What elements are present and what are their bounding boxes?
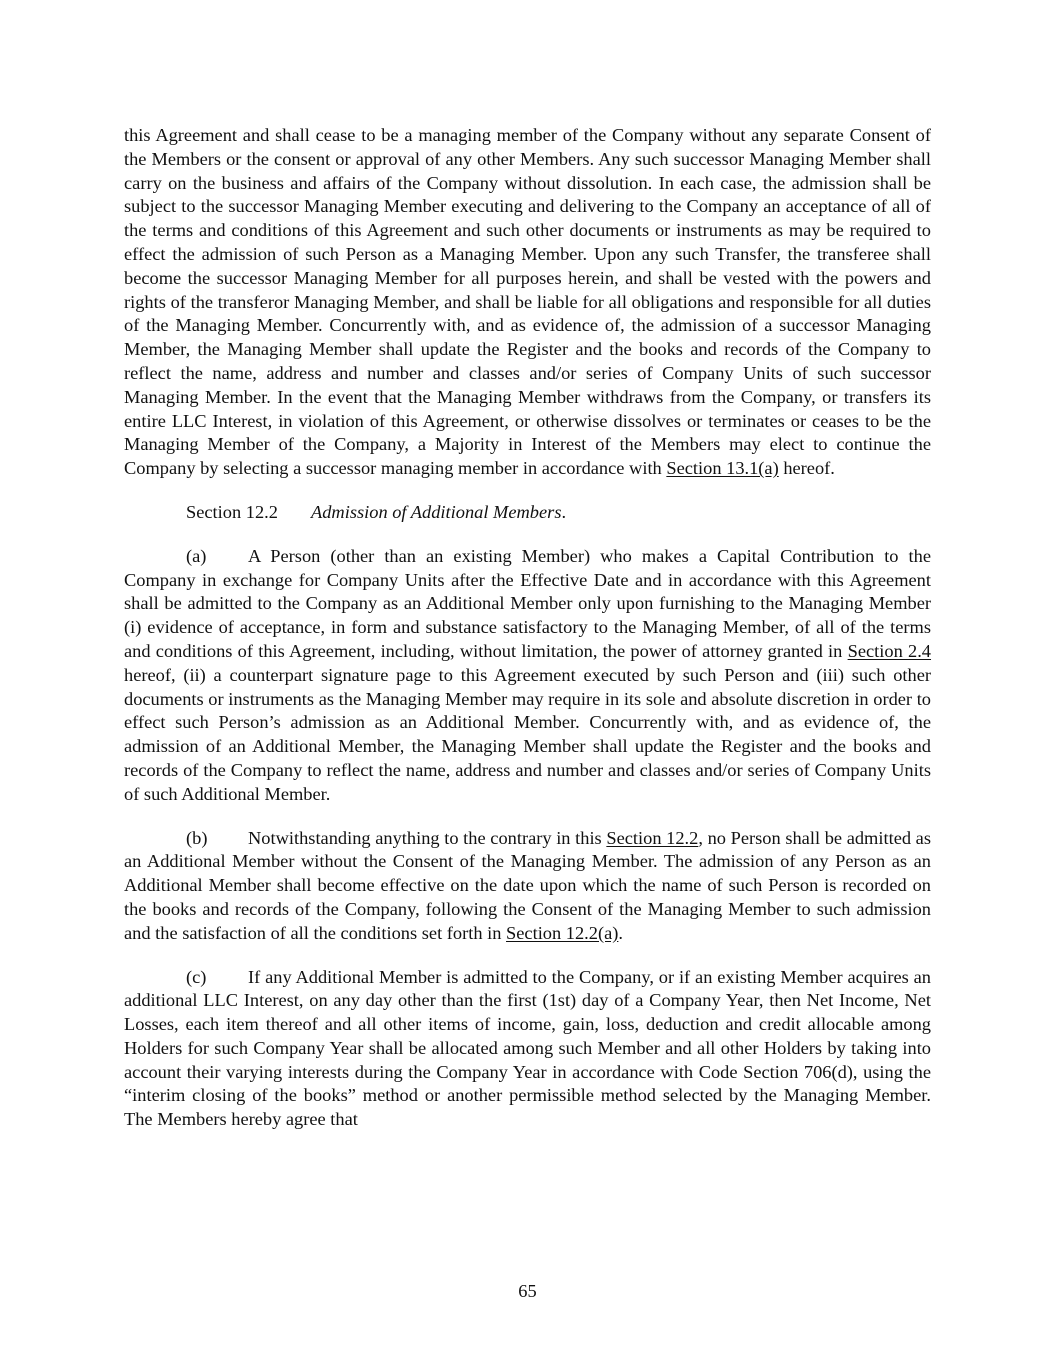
- paragraph-text: hereof, (ii) a counterpart signature page to this Agreement executed by such Person and (iii) such other documents or instruments as the Managing Member may require in its sole and absolute discretion in order to effect such Person’s admission as an Additional Member. Concurrently with, and as evidence of, the admission of an Additional Member, the Managing Member shall update the Register and the books and records of the Company to reflect the name, address and number and classes and/or series of Company Units of such Additional Member.: [124, 664, 931, 804]
- section-heading: [124, 501, 931, 525]
- document-page: [124, 124, 931, 1152]
- paragraph-text: hereof.: [778, 458, 835, 479]
- subsection-b: [124, 827, 931, 946]
- paragraph-text: , no Person shall be admitted as an Additional Member without the Consent of the Managing Member. The admission of any Person as an Additional Member shall become effective on the date upon which the name of such Person is recorded on the books and records of the Company, following the Consent of the Managing Member to such admission and the satisfaction of all the conditions set forth in: [124, 827, 932, 943]
- section-title: Admission of Additional Members: [311, 501, 562, 522]
- section-title-period: .: [561, 501, 567, 522]
- subsection-label: (a): [186, 545, 207, 566]
- continuation-paragraph: [124, 124, 931, 481]
- subsection-c: [124, 966, 931, 1133]
- paragraph-text: Notwithstanding anything to the contrary in this: [248, 827, 607, 848]
- paragraph-text: this Agreement and shall cease to be a managing member of the Company without any separate Consent of the Members or the consent or approval of any other Members. Any such successor Managing Member shall carry on the business and affairs of the Company without dissolution. In each case, the admission shall be subject to the successor Managing Member executing and delivering to the Company an acceptance of all of the terms and conditions of this Agreement and such other documents or instruments as may be required to effect the admission of such Person as a Managing Member. Upon any such Transfer, the transferee shall become the successor Managing Member for all purposes herein, and shall be vested with the powers and rights of the transferor Managing Member, and shall be liable for all obligations and responsible for all duties of the Managing Member. Concurrently with, and as evidence of, the admission of a successor Managing Member, the Managing Member shall update the Register and the books and records of the Company to reflect the name, address and number and classes and/or series of Company Units of such successor Managing Member. In the event that the Managing Member withdraws from the Company, or transfers its entire LLC Interest, in violation of this Agreement, or otherwise dissolves or terminates or ceases to be the Managing Member of the Company, a Majority in Interest of the Members may elect to continue the Company by selecting a successor managing member in accordance with: [124, 125, 931, 479]
- page-number: 65: [518, 1281, 537, 1301]
- subsection-a: [124, 545, 931, 807]
- cross-reference-section-12-2a: Section 12.2(a): [506, 922, 619, 943]
- subsection-label: (c): [186, 966, 207, 987]
- section-number: Section 12.2: [186, 501, 278, 522]
- paragraph-text: .: [618, 922, 623, 943]
- cross-reference-section-2-4: Section 2.4: [847, 640, 932, 661]
- paragraph-text: A Person (other than an existing Member) who makes a Capital Contribution to the Company in exchange for Company Units after the Effective Date and in accordance with this Agreement shall be admitted to the Company as an Additional Member only upon furnishing to the Managing Member (i) evidence of acceptance, in form and substance satisfactory to the Managing Member, of all of the terms and conditions of this Agreement, including, without limitation, the power of attorney granted in: [124, 545, 931, 661]
- paragraph-text: If any Additional Member is admitted to the Company, or if an existing Member acquires an additional LLC Interest, on any day other than the first (1st) day of a Company Year, then Net Income, Net Losses, each item thereof and all other items of income, gain, loss, deduction and credit allocable among Holders for such Company Year shall be allocated among such Member and all other Holders by taking into account their varying interests during the Company Year in accordance with Code Section 706(d), using the “interim closing of the books” method or another permissible method selected by the Managing Member. The Members hereby agree that: [124, 966, 931, 1130]
- cross-reference-section-12-2: Section 12.2: [606, 827, 699, 848]
- cross-reference-section-13-1a: Section 13.1(a): [666, 458, 779, 479]
- subsection-label: (b): [186, 827, 208, 848]
